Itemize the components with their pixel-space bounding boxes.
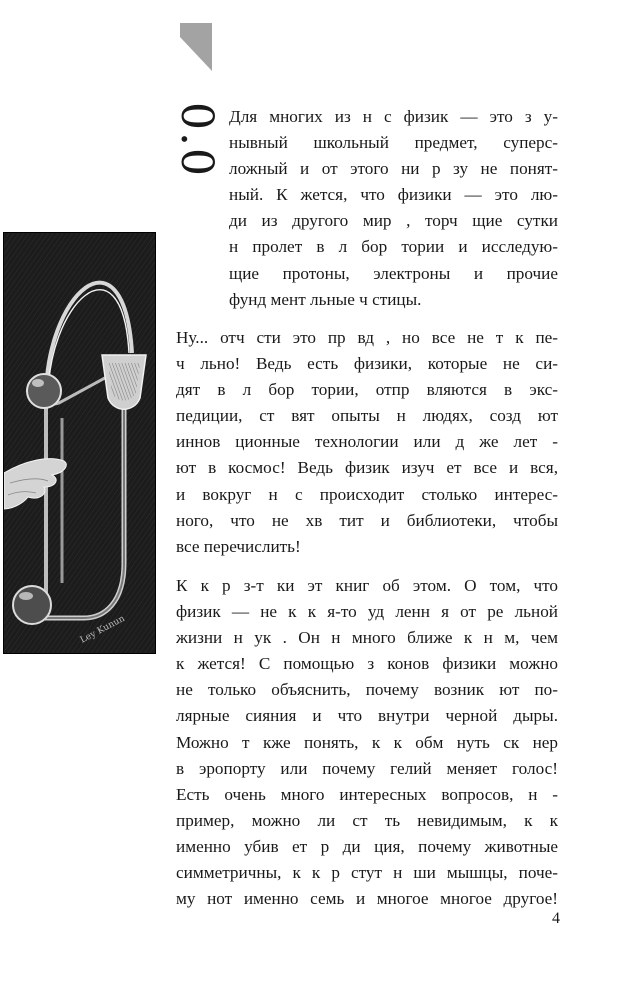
paragraph-1: [229, 104, 558, 313]
text-line: Можно т кже понять, к к обм нуть ск нер: [176, 732, 558, 752]
text-line: ют в космос! Ведь физик изуч ет все и вся,: [176, 458, 558, 478]
text-line: му нот именно семь и многое многое другое!: [176, 889, 558, 909]
text-line: фунд мент льные ч стицы.: [229, 289, 422, 309]
physics-apparatus-engraving-icon: [4, 233, 155, 653]
text-line: пример, можно ли ст ть невидимым, к к: [176, 810, 558, 830]
paragraph-3: [176, 573, 558, 912]
text-line: Для многих из н с физик — это з у-: [229, 107, 558, 126]
text-line: не только объяснить, почему возник ют по-: [176, 680, 558, 700]
text-line: Ну... отч сти это пр вд , но все не т к пе-: [176, 328, 558, 347]
text-line: именно убив ет р ди ция, почему животные: [176, 836, 558, 856]
corner-flag-marker: [180, 23, 212, 71]
text-line: все перечислить!: [176, 536, 301, 556]
apparatus-illustration: [3, 232, 156, 654]
paragraph-2: [176, 325, 558, 560]
text-line: К к р з-т ки эт книг об этом. О том, что: [176, 576, 558, 595]
text-line: в эропорту или почему гелий меняет голос!: [176, 758, 558, 778]
svg-text:Ley Kunun: Ley Kunun: [78, 613, 127, 646]
text-line: ди из другого мир , торч щие сутки: [229, 211, 558, 231]
text-line: ный. К жется, что физики — это лю-: [229, 185, 558, 205]
text-line: ч льно! Ведь есть физики, которые не си-: [176, 354, 558, 374]
text-line: к жется! С помощью з конов физики можно: [176, 654, 558, 674]
text-line: лярные сияния и что внутри черной дыры.: [176, 706, 558, 726]
text-line: Есть очень много интересных вопросов, н -: [176, 784, 558, 804]
text-line: н пролет в л бор тории и исследую-: [229, 237, 558, 257]
text-line: педиции, ст вят опыты н людях, созд ют: [176, 406, 558, 426]
text-line: ного, что не хв тит и библиотеки, чтобы: [176, 510, 558, 530]
page-number: 4: [552, 910, 560, 927]
text-line: дят в л бор тории, отпр вляются в экс-: [176, 380, 558, 400]
text-line: щие протоны, электроны и прочие: [229, 263, 558, 283]
text-line: иннов ционные технологии или д же лет -: [176, 432, 558, 452]
chapter-number: 0.0: [171, 102, 223, 178]
text-line: симметричны, к к р стут н ши мышцы, поче-: [176, 863, 558, 883]
text-line: физик — не к к я-то уд ленн я от ре льной: [176, 602, 558, 622]
text-line: нывный школьный предмет, суперс-: [229, 133, 558, 153]
text-line: и вокруг н с происходит столько интерес-: [176, 484, 558, 504]
text-line: ложный и от этого ни р зу не понят-: [229, 159, 558, 179]
text-line: жизни н ук . Он н много ближе к н м, чем: [176, 628, 558, 648]
